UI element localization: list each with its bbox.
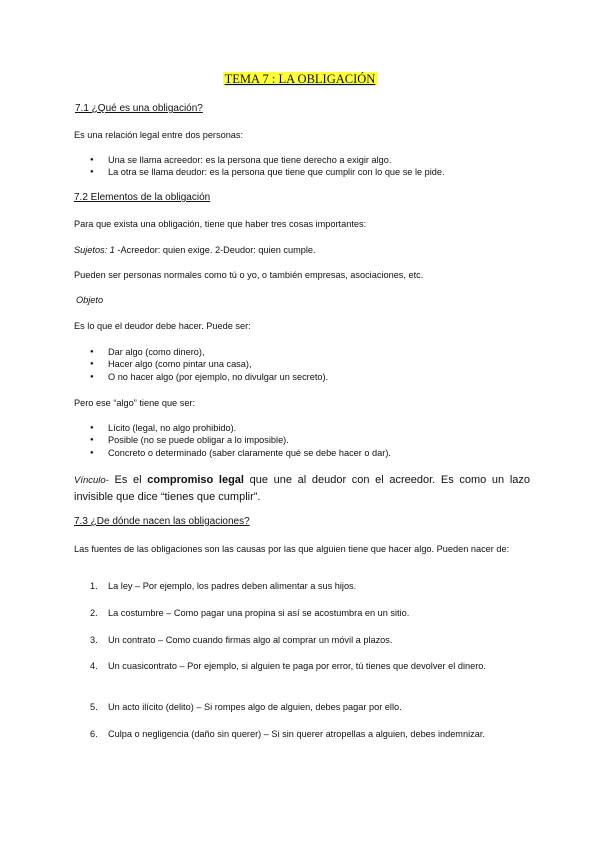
list-item: ● Dar algo (como dinero), [90,346,328,358]
document-title [0,72,600,87]
list-item: ● Posible (no se puede obligar a lo imposible). [90,434,391,446]
s71-bullet-list [90,154,445,179]
list-item: ● La otra se llama deudor: es la persona que tiene que cumplir con lo que se le pide. [90,166,445,178]
heading-7-3: 7.3 ¿De dónde nacen las obligaciones? [74,516,250,527]
sujetos-label: Sujetos: 1 [74,245,115,255]
list-item [90,660,548,673]
item-text: La costumbre – Como pagar una propina si así se acostumbra en un sitio. [108,608,410,618]
s73-intro: Las fuentes de las obligaciones son las causas por las que alguien tiene que hacer algo. Pueden nacer de: [74,544,510,554]
algo-paragraph: Pero ese “algo” tiene que ser: [74,398,196,408]
item-number: 6. [90,729,98,739]
sujetos-paragraph [74,244,529,256]
list-item [90,701,548,714]
objeto-paragraph: Es lo que el deudor debe hacer. Puede ser: [74,321,251,331]
sujetos-text: -Acreedor: quien exige. 2-Deudor: quien cumple. [114,245,316,255]
item-text: La ley – Por ejemplo, los padres deben alimentar a sus hijos. [108,581,357,591]
item-number: 3. [90,635,98,645]
item-text: Culpa o negligencia (daño sin querer) – Si sin querer atropellas a alguien, debes indemnizar. [108,729,485,739]
vinculo-paragraph [74,472,530,505]
s72-intro: Para que exista una obligación, tiene que haber tres cosas importantes: [74,219,367,229]
list-item [90,607,548,620]
item-number: 5. [90,702,98,712]
personas-paragraph: Pueden ser personas normales como tú o yo, o también empresas, asociaciones, etc. [74,270,424,280]
title-highlight: TEMA 7 : LA OBLIGACIÓN [224,72,376,86]
vinculo-pre: Es el [108,474,148,486]
item-text: Un contrato – Como cuando firmas algo al comprar un móvil a plazos. [108,635,393,645]
item-number: 4. [90,661,98,671]
vinculo-label: Vínculo- [74,475,109,486]
s71-intro: Es una relación legal entre dos personas: [74,130,244,140]
item-number: 1. [90,581,98,591]
vinculo-post: que une al deudor con el acreedor. Es como un lazo invisible que dice “tienes que cumplir”. [74,474,530,503]
list-item: ● Hacer algo (como pintar una casa), [90,358,328,370]
list-item: ● Concreto o determinado (saber claramente qué se debe hacer o dar). [90,447,391,459]
list-item: ● O no hacer algo (por ejemplo, no divulgar un secreto). [90,371,328,383]
algo-bullet-list [90,422,391,459]
list-item [90,634,548,647]
list-item: ● Lícito (legal, no algo prohibido). [90,422,391,434]
objeto-label-text: Objeto [76,295,104,305]
item-text: Un acto ilícito (delito) – Si rompes algo de alguien, debes pagar por ello. [108,702,402,712]
vinculo-bold: compromiso legal [147,474,244,486]
heading-7-2: 7.2 Elementos de la obligación [74,192,211,203]
objeto-label [76,294,531,306]
list-item [90,728,548,741]
list-item [90,580,548,593]
item-text: Un cuasicontrato – Por ejemplo, si alguien te paga por error, tú tienes que devolver el dinero. [108,661,486,671]
item-number: 2. [90,608,98,618]
list-item: ● Una se llama acreedor: es la persona que tiene derecho a exigir algo. [90,154,445,166]
objeto-bullet-list [90,346,328,383]
heading-7-1: 7.1 ¿Qué es una obligación? [75,103,203,114]
